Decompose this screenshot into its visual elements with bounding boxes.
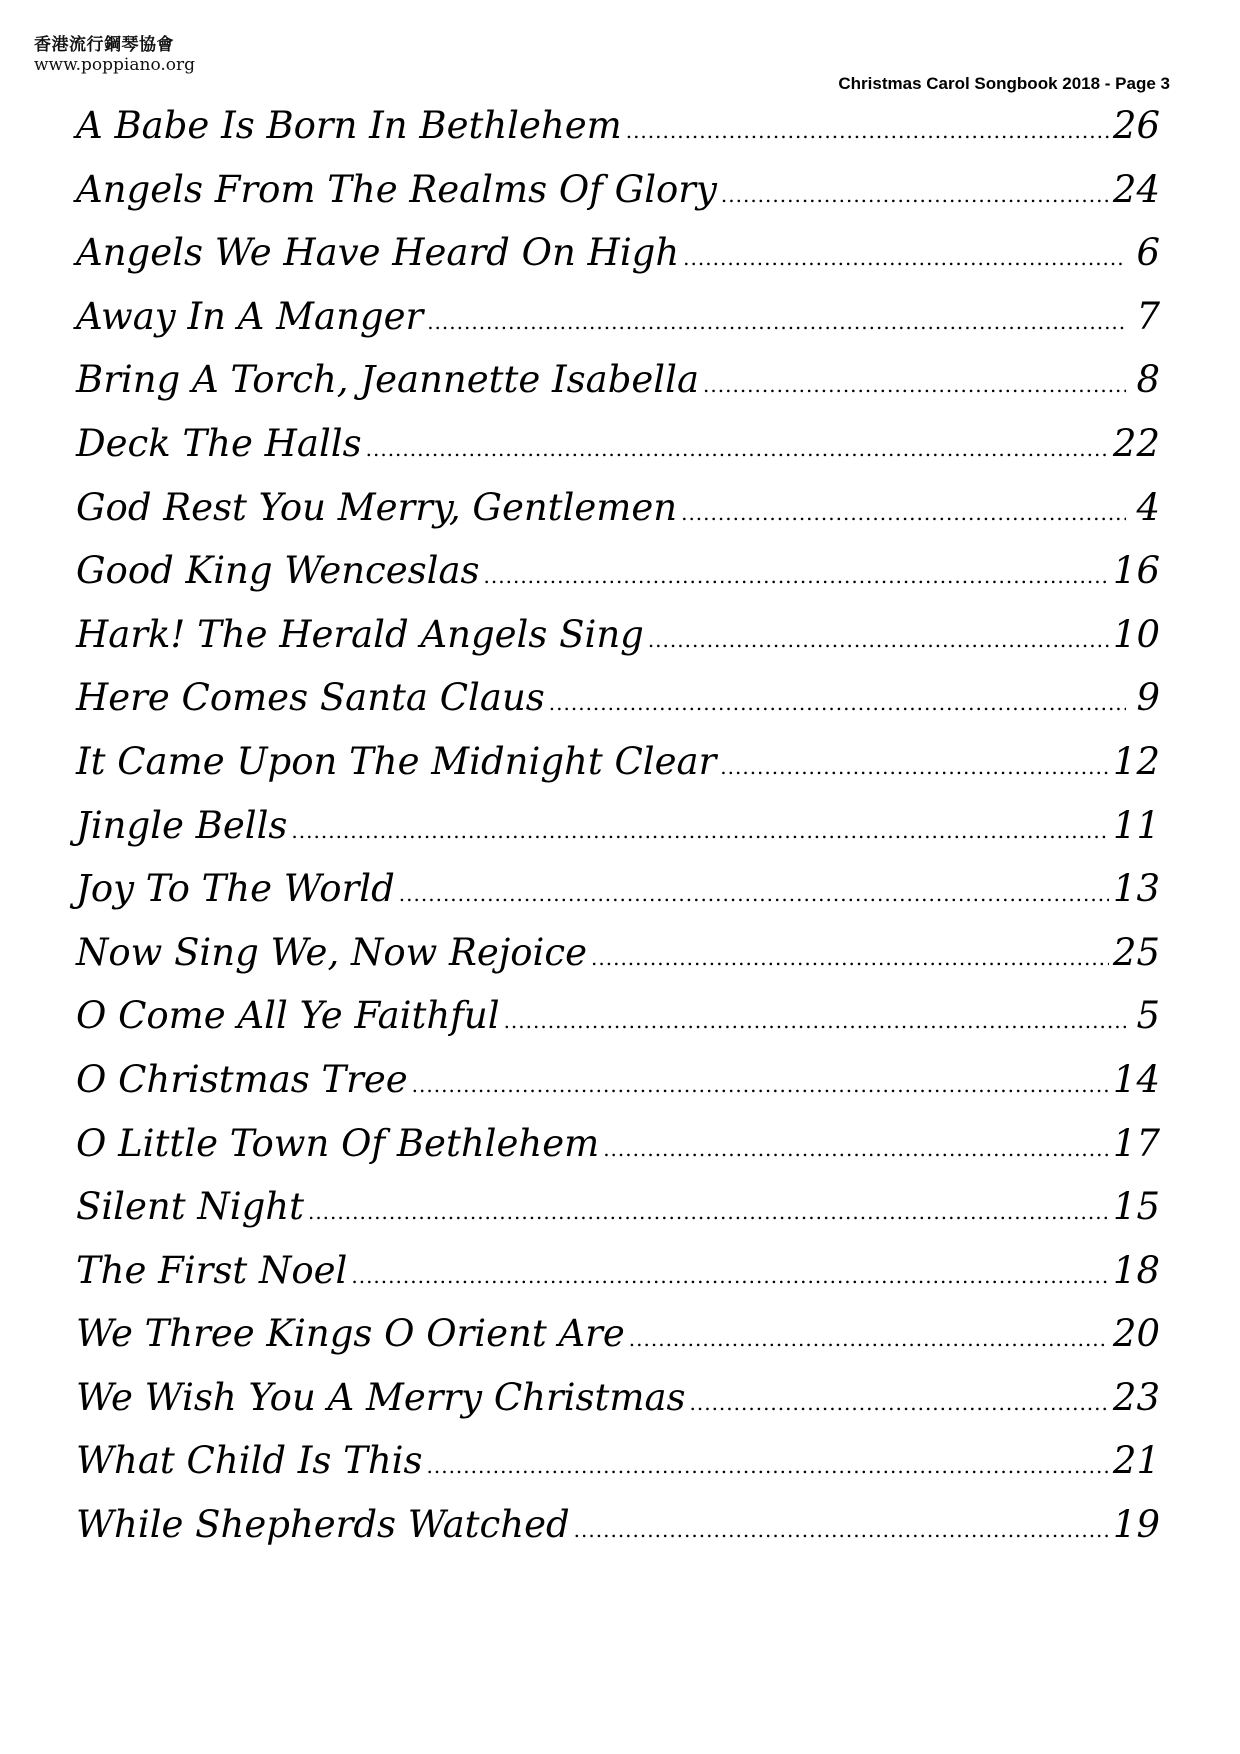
toc-entry-page: 13 [1112,867,1160,911]
toc-entry[interactable] [76,1503,1160,1567]
toc-entry[interactable] [76,867,1160,931]
dot-leader [549,691,1126,715]
toc-entry-page: 7 [1136,294,1160,338]
toc-entry-page: 8 [1136,358,1160,402]
toc-entry-title: O Little Town Of Bethlehem [76,1121,600,1165]
toc-entry-page: 20 [1112,1312,1160,1356]
toc-entry[interactable] [76,1312,1160,1376]
toc-entry-title: Here Comes Santa Claus [76,676,545,720]
toc-entry-page: 11 [1112,803,1160,847]
dot-leader [412,1073,1109,1097]
toc-entry-title: It Came Upon The Midnight Clear [76,739,717,783]
toc-entry-page: 15 [1112,1185,1160,1229]
toc-entry-page: 4 [1136,485,1160,529]
toc-entry-title: We Wish You A Merry Christmas [76,1375,686,1419]
toc-entry-title: Silent Night [76,1185,304,1229]
toc-entry-page: 21 [1112,1439,1160,1483]
dot-leader [720,755,1109,779]
dot-leader [591,946,1109,970]
dot-leader [574,1518,1109,1542]
dot-leader [351,1264,1109,1288]
toc-entry-title: We Three Kings O Orient Are [76,1312,625,1356]
toc-entry-page: 23 [1112,1375,1160,1419]
toc-entry[interactable] [76,1122,1160,1186]
toc-entry-page: 25 [1112,930,1160,974]
toc-entry[interactable] [76,804,1160,868]
toc-entry-title: The First Noel [76,1248,348,1292]
dot-leader [648,628,1109,652]
dot-leader [603,1137,1109,1161]
toc-entry-page: 16 [1112,549,1160,593]
toc-entry-title: Joy To The World [76,867,395,911]
toc-entry-title: Now Sing We, Now Rejoice [76,930,588,974]
dot-leader [629,1327,1109,1351]
toc-entry-title: God Rest You Merry, Gentlemen [76,485,678,529]
toc-entry-page: 24 [1112,167,1160,211]
toc-entry-page: 14 [1112,1057,1160,1101]
toc-entry-page: 17 [1112,1121,1160,1165]
dot-leader [703,373,1126,397]
toc-entry[interactable] [76,295,1160,359]
watermark-title: 香港流行鋼琴協會 [34,35,174,55]
toc-entry[interactable] [76,422,1160,486]
toc-entry-title: Angels From The Realms Of Glory [76,167,717,211]
toc-entry[interactable] [76,1376,1160,1440]
toc-entry-title: Deck The Halls [76,421,362,465]
toc-entry[interactable] [76,994,1160,1058]
dot-leader [399,882,1109,906]
table-of-contents [76,104,1160,1567]
toc-entry-page: 19 [1112,1503,1160,1547]
toc-entry-page: 12 [1112,739,1160,783]
dot-leader [484,564,1109,588]
dot-leader [291,819,1108,843]
toc-entry[interactable] [76,104,1160,168]
page-header: Christmas Carol Songbook 2018 - Page 3 [838,74,1170,93]
toc-entry-title: Away In A Manger [76,294,424,338]
toc-entry[interactable] [76,486,1160,550]
toc-entry[interactable] [76,1249,1160,1313]
toc-entry[interactable] [76,549,1160,613]
toc-entry[interactable] [76,1439,1160,1503]
toc-entry-page: 22 [1112,421,1160,465]
toc-entry-title: O Come All Ye Faithful [76,994,500,1038]
toc-entry-title: Good King Wenceslas [76,549,480,593]
toc-entry-title: Angels We Have Heard On High [76,231,680,275]
toc-entry[interactable] [76,1185,1160,1249]
toc-entry-title: A Babe Is Born In Bethlehem [76,104,622,147]
toc-entry-title: O Christmas Tree [76,1057,408,1101]
toc-entry-page: 9 [1136,676,1160,720]
toc-entry-page: 10 [1112,612,1160,656]
toc-entry-title: Bring A Torch, Jeannette Isabella [76,358,700,402]
toc-entry-page: 18 [1112,1248,1160,1292]
dot-leader [427,1454,1109,1478]
dot-leader [721,183,1109,207]
dot-leader [683,246,1126,270]
dot-leader [681,501,1126,525]
dot-leader [504,1009,1126,1033]
dot-leader [427,310,1126,334]
dot-leader [308,1200,1109,1224]
toc-entry-title: While Shepherds Watched [76,1503,570,1547]
toc-entry-page: 26 [1112,104,1160,147]
toc-entry-title: Hark! The Herald Angels Sing [76,612,644,656]
toc-entry-page: 6 [1136,231,1160,275]
toc-entry[interactable] [76,740,1160,804]
dot-leader [626,119,1109,143]
dot-leader [690,1391,1109,1415]
dot-leader [366,437,1109,461]
watermark [34,36,195,75]
toc-entry[interactable] [76,1058,1160,1122]
toc-entry[interactable] [76,613,1160,677]
toc-entry[interactable] [76,231,1160,295]
toc-entry[interactable] [76,931,1160,995]
toc-entry[interactable] [76,358,1160,422]
toc-entry-page: 5 [1136,994,1160,1038]
toc-entry[interactable] [76,676,1160,740]
watermark-url: www.poppiano.org [34,54,196,75]
toc-entry-title: Jingle Bells [76,803,288,847]
toc-entry-title: What Child Is This [76,1439,423,1483]
toc-entry[interactable] [76,168,1160,232]
